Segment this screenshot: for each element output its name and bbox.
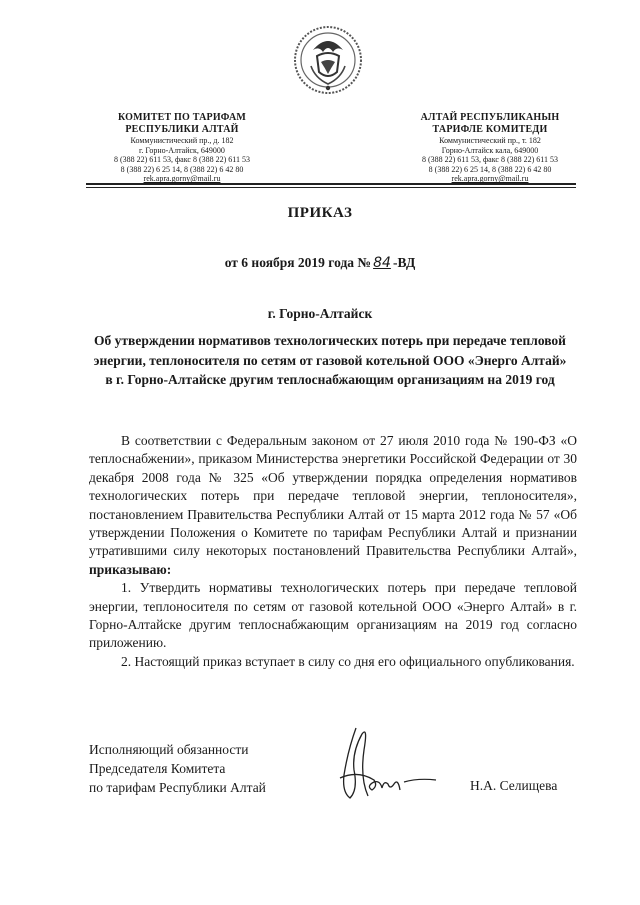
item-1-paragraph: 1. Утвердить нормативы технологических потерь при передаче тепловой энергии, теплоносителя по сетям от газовой котельной ООО «Энерго Алтай» в г. Горно-Алтайске другим теплоснабжающим организациям на 2019 год согласно приложению. xyxy=(89,580,577,651)
header-right-email: rek.apra.gorny@mail.ru xyxy=(451,174,529,184)
signer-name: Н.А. Селищева xyxy=(470,778,558,793)
document-city: г. Горно-Алтайск xyxy=(267,306,373,321)
preamble-paragraph xyxy=(89,432,577,579)
header-right-city: Горно-Алтайск кала, 649000 xyxy=(441,145,539,155)
header-left-name-line-2: РЕСПУБЛИКИ АЛТАЙ xyxy=(125,124,239,135)
header-left-city: г. Горно-Алтайск, 649000 xyxy=(139,145,225,155)
header-left-name-line-1: КОМИТЕТ ПО ТАРИФАМ xyxy=(117,112,247,123)
preamble-order-word: приказываю: xyxy=(89,561,172,577)
coat-of-arms-emblem xyxy=(293,22,363,98)
order-date-line xyxy=(0,255,640,271)
header-left-address: Коммунистический пр., д. 182 xyxy=(130,136,234,145)
header-right-phone-1: 8 (388 22) 611 53, факс 8 (388 22) 611 53 xyxy=(421,155,559,165)
header-left-email: rek.apra.gorny@mail.ru xyxy=(143,174,221,184)
signatory-title-line-2: Председателя Комитета xyxy=(89,761,226,776)
order-date-prefix: от 6 ноября 2019 года № xyxy=(224,255,371,270)
document-subject: Об утверждении нормативов технологических потерь при передаче тепловой энергии, теплоносителя по сетям от газовой котельной ООО «Энерго Алтай» в г. Горно-Алтайске другим теплоснабжающим организациям на 2019 год xyxy=(93,333,567,387)
header-left-phone-2: 8 (388 22) 6 25 14, 8 (388 22) 6 42 80 xyxy=(120,164,244,174)
signatory-title-block xyxy=(89,740,266,797)
document-title: ПРИКАЗ xyxy=(287,205,353,221)
header-divider-thin xyxy=(86,187,576,188)
item-2-paragraph: 2. Настоящий приказ вступает в силу со дня его официального опубликования. xyxy=(121,653,575,669)
header-divider-thick xyxy=(86,183,576,185)
signatory-title-line-1: Исполняющий обязанности xyxy=(89,742,249,757)
header-left-phone-1: 8 (388 22) 611 53, факс 8 (388 22) 611 53 xyxy=(113,155,251,165)
signatory-title-line-3: по тарифам Республики Алтай xyxy=(89,780,266,795)
order-suffix: -ВД xyxy=(392,255,416,270)
header-right-block xyxy=(380,112,600,184)
header-right-name-line-1: АЛТАЙ РЕСПУБЛИКАНЫН xyxy=(420,112,560,123)
header-right-address: Коммунистический пр., т. 182 xyxy=(439,136,541,145)
header-left-block xyxy=(72,112,292,184)
document-body xyxy=(89,432,577,671)
order-number-handwritten: 84 xyxy=(373,255,391,271)
preamble-text: В соответствии с Федеральным законом от 27 июля 2010 года № 190-ФЗ «О теплоснабжении», приказом Министерства энергетики Российской Федерации от 30 декабря 2008 года № 325 «Об утверждении порядка определения нормативов технологических потерь при передаче тепловой энергии, теплоносителя», постановлением Правительства Республики Алтай от 15 марта 2012 года № 57 «Об утверждении Положения о Комитете по тарифам Республики Алтай и признании утратившими силу некоторых постановлений Правительства Республики Алтай», xyxy=(89,433,577,559)
handwritten-signature xyxy=(318,720,448,810)
header-right-phone-2: 8 (388 22) 6 25 14, 8 (388 22) 6 42 80 xyxy=(428,164,552,174)
header-right-name-line-2: ТАРИФЛЕ КОМИТЕДИ xyxy=(432,124,548,135)
